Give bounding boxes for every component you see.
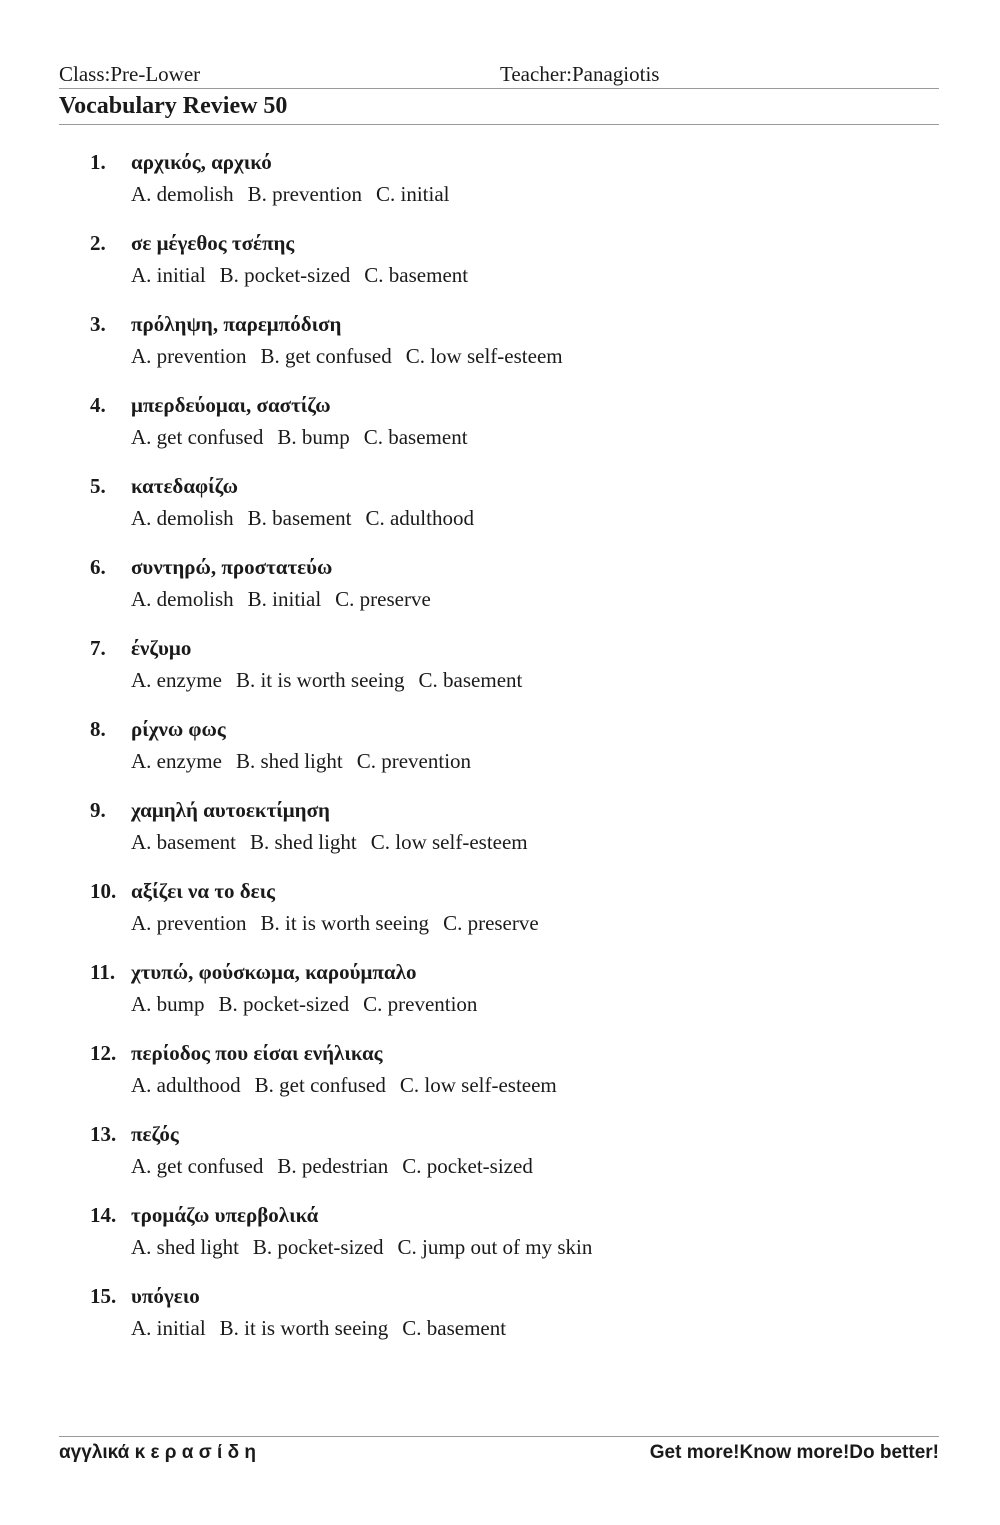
answer-options — [131, 1316, 520, 1341]
answer-option[interactable]: C. jump out of my skin — [397, 1235, 593, 1259]
question-prompt: ένζυμο — [131, 636, 192, 660]
answer-options — [131, 1073, 571, 1098]
question-prompt: χαμηλή αυτοεκτίμηση — [131, 798, 330, 822]
answer-option[interactable]: B. pocket-sized — [218, 992, 350, 1016]
answer-options — [131, 911, 553, 936]
answer-options — [131, 263, 482, 288]
question-number: 5. — [90, 474, 106, 498]
answer-option[interactable]: C. low self-esteem — [405, 344, 563, 368]
question-item — [90, 877, 910, 958]
answer-option[interactable]: B. it is worth seeing — [235, 668, 405, 692]
question-prompt: περίοδος που είσαι ενήλικας — [131, 1041, 383, 1065]
page-title: Vocabulary Review 50 — [59, 93, 288, 119]
class-label: Class:Pre-Lower — [59, 62, 201, 86]
question-number: 9. — [90, 798, 106, 822]
answer-option[interactable]: C. pocket-sized — [402, 1154, 533, 1178]
question-item — [90, 1282, 910, 1363]
answer-option[interactable]: B. pedestrian — [277, 1154, 389, 1178]
answer-option[interactable]: C. basement — [418, 668, 523, 692]
answer-option[interactable]: A. basement — [131, 830, 236, 854]
teacher-label: Teacher:Panagiotis — [500, 62, 660, 86]
answer-option[interactable]: A. demolish — [131, 506, 234, 530]
answer-option[interactable]: A. get confused — [131, 425, 264, 449]
page-footer — [59, 1442, 939, 1466]
answer-options — [131, 668, 536, 693]
answer-option[interactable]: B. pocket-sized — [252, 1235, 384, 1259]
question-number: 4. — [90, 393, 106, 417]
question-number: 13. — [90, 1122, 117, 1146]
answer-option[interactable]: A. demolish — [131, 587, 234, 611]
header-divider — [59, 88, 939, 89]
question-item — [90, 472, 910, 553]
answer-option[interactable]: C. low self-esteem — [399, 1073, 557, 1097]
question-item — [90, 148, 910, 229]
worksheet-header — [59, 62, 939, 88]
answer-option[interactable]: B. get confused — [254, 1073, 386, 1097]
question-prompt: μπερδεύομαι, σαστίζω — [131, 393, 331, 417]
answer-options — [131, 992, 491, 1017]
answer-option[interactable]: B. shed light — [249, 830, 357, 854]
question-item — [90, 634, 910, 715]
answer-option[interactable]: A. get confused — [131, 1154, 264, 1178]
question-prompt: κατεδαφίζω — [131, 474, 238, 498]
question-number: 2. — [90, 231, 106, 255]
answer-options — [131, 830, 542, 855]
question-prompt: σε μέγεθος τσέπης — [131, 231, 295, 255]
answer-option[interactable]: A. adulthood — [131, 1073, 241, 1097]
question-prompt: χτυπώ, φούσκωμα, καρούμπαλο — [131, 960, 417, 984]
answer-option[interactable]: A. enzyme — [131, 749, 222, 773]
answer-option[interactable]: B. pocket-sized — [219, 263, 351, 287]
answer-option[interactable]: A. demolish — [131, 182, 234, 206]
answer-option[interactable]: A. prevention — [131, 911, 247, 935]
answer-options — [131, 1154, 547, 1179]
answer-options — [131, 506, 488, 531]
answer-option[interactable]: B. basement — [247, 506, 352, 530]
answer-option[interactable]: A. prevention — [131, 344, 247, 368]
question-prompt: αξίζει να το δεις — [131, 879, 276, 903]
question-number: 10. — [90, 879, 117, 903]
question-prompt: υπόγειο — [131, 1284, 200, 1308]
answer-option[interactable]: C. adulthood — [365, 506, 474, 530]
question-prompt: ρίχνω φως — [131, 717, 226, 741]
footer-divider — [59, 1436, 939, 1437]
answer-option[interactable]: B. bump — [277, 425, 350, 449]
answer-options — [131, 1235, 606, 1260]
answer-option[interactable]: C. preserve — [443, 911, 539, 935]
question-number: 15. — [90, 1284, 117, 1308]
question-number: 14. — [90, 1203, 117, 1227]
answer-option[interactable]: B. shed light — [235, 749, 343, 773]
answer-option[interactable]: A. initial — [131, 1316, 206, 1340]
answer-option[interactable]: C. prevention — [356, 749, 472, 773]
answer-options — [131, 749, 485, 774]
question-number: 8. — [90, 717, 106, 741]
answer-option[interactable]: C. prevention — [363, 992, 478, 1016]
answer-option[interactable]: A. bump — [131, 992, 205, 1016]
question-item — [90, 229, 910, 310]
answer-options — [131, 425, 482, 450]
answer-option[interactable]: B. initial — [247, 587, 322, 611]
answer-option[interactable]: B. get confused — [260, 344, 392, 368]
question-number: 3. — [90, 312, 106, 336]
answer-option[interactable]: A. initial — [131, 263, 206, 287]
question-prompt: πεζός — [131, 1122, 179, 1146]
answer-options — [131, 182, 463, 207]
answer-options — [131, 344, 577, 369]
answer-option[interactable]: A. enzyme — [131, 668, 222, 692]
question-item — [90, 1039, 910, 1120]
answer-option[interactable]: C. basement — [402, 1316, 507, 1340]
title-divider — [59, 124, 939, 125]
question-item — [90, 1201, 910, 1282]
question-item — [90, 715, 910, 796]
question-prompt: συντηρώ, προστατεύω — [131, 555, 333, 579]
question-number: 1. — [90, 150, 106, 174]
answer-option[interactable]: A. shed light — [131, 1235, 239, 1259]
answer-option[interactable]: C. initial — [375, 182, 450, 206]
answer-option[interactable]: B. prevention — [247, 182, 362, 206]
question-prompt: αρχικός, αρχικό — [131, 150, 272, 174]
question-number: 12. — [90, 1041, 117, 1065]
answer-option[interactable]: B. it is worth seeing — [219, 1316, 389, 1340]
answer-option[interactable]: B. it is worth seeing — [260, 911, 430, 935]
question-number: 6. — [90, 555, 106, 579]
question-item — [90, 1120, 910, 1201]
question-item — [90, 310, 910, 391]
answer-option[interactable]: C. low self-esteem — [370, 830, 528, 854]
question-item — [90, 553, 910, 634]
answer-option[interactable]: C. basement — [364, 263, 469, 287]
question-number: 7. — [90, 636, 106, 660]
answer-option[interactable]: C. basement — [363, 425, 468, 449]
answer-option[interactable]: C. preserve — [335, 587, 431, 611]
footer-slogan: Get more!Know more!Do better! — [649, 1442, 939, 1463]
answer-options — [131, 587, 445, 612]
question-item — [90, 796, 910, 877]
question-item — [90, 391, 910, 472]
question-prompt: τρομάζω υπερβολικά — [131, 1203, 319, 1227]
question-list — [90, 148, 910, 1363]
question-prompt: πρόληψη, παρεμπόδιση — [131, 312, 342, 336]
question-item — [90, 958, 910, 1039]
question-number: 11. — [90, 960, 116, 984]
footer-brand: αγγλικά κ ε ρ α σ ί δ η — [59, 1442, 256, 1463]
